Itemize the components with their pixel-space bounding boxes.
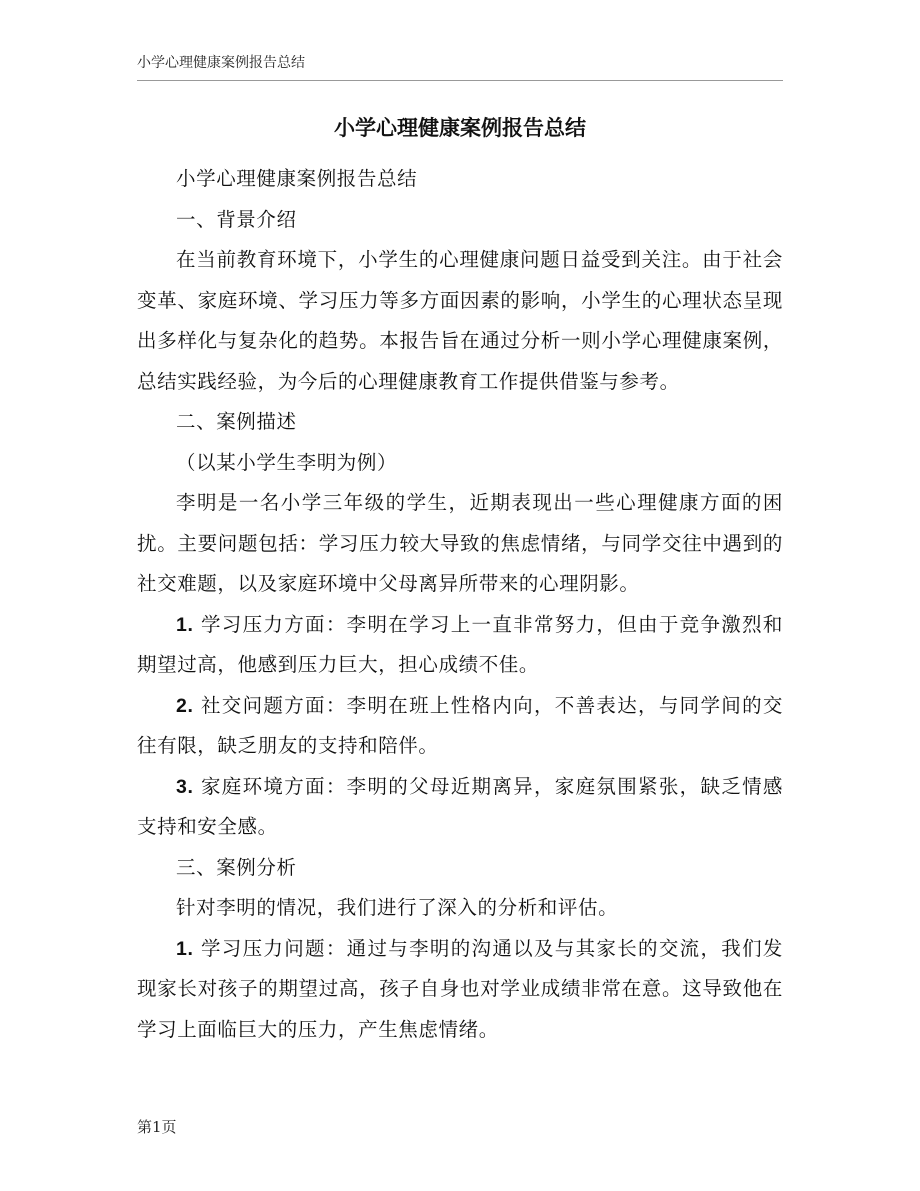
section-heading: 二、案例描述 [176,410,297,433]
item-text: 社交问题方面：李明在班上性格内向，不善表达，与同学间的交往有限，缺乏朋友的支持和陪伴。 [137,693,783,757]
numbered-item [137,686,783,767]
paragraph: 小学心理健康案例报告总结 [176,167,418,190]
section-heading: 一、背景介绍 [176,207,297,231]
item-number: 2. [176,694,194,717]
section-heading: 三、案例分析 [176,855,297,879]
numbered-item [137,929,783,1051]
paragraph: 针对李明的情况，我们进行了深入的分析和评估。 [176,896,619,919]
header-divider [137,80,783,81]
page-number: 第1页 [137,1118,177,1136]
paragraph: （以某小学生李明为例） [176,450,398,474]
item-number: 1. [176,613,194,636]
numbered-item [137,767,783,848]
item-text: 学习压力方面：李明在学习上一直非常努力，但由于竞争激烈和期望过高，他感到压力巨大，担心成绩不佳。 [137,612,783,676]
item-text: 家庭环境方面：李明的父母近期离异，家庭氛围紧张，缺乏情感支持和安全感。 [137,774,783,838]
paragraph: 在当前教育环境下，小学生的心理健康问题日益受到关注。由于社会变革、家庭环境、学习压力等多方面因素的影响，小学生的心理状态呈现出多样化与复杂化的趋势。本报告旨在通过分析一则小学心理健康案例，总结实践经验，为今后的心理健康教育工作提供借鉴与参考。 [137,248,783,393]
document-body [137,159,783,1050]
document-title: 小学心理健康案例报告总结 [334,116,586,140]
item-number: 1. [176,937,194,960]
item-text: 学习压力问题：通过与李明的沟通以及与其家长的交流，我们发现家长对孩子的期望过高，孩子自身也对学业成绩非常在意。这导致他在学习上面临巨大的压力，产生焦虑情绪。 [137,936,783,1041]
running-header: 小学心理健康案例报告总结 [137,55,305,71]
paragraph: 李明是一名小学三年级的学生，近期表现出一些心理健康方面的困扰。主要问题包括：学习压力较大导致的焦虑情绪，与同学交往中遇到的社交难题，以及家庭环境中父母离异所带来的心理阴影。 [137,491,783,595]
item-number: 3. [176,775,194,798]
numbered-item [137,605,783,686]
